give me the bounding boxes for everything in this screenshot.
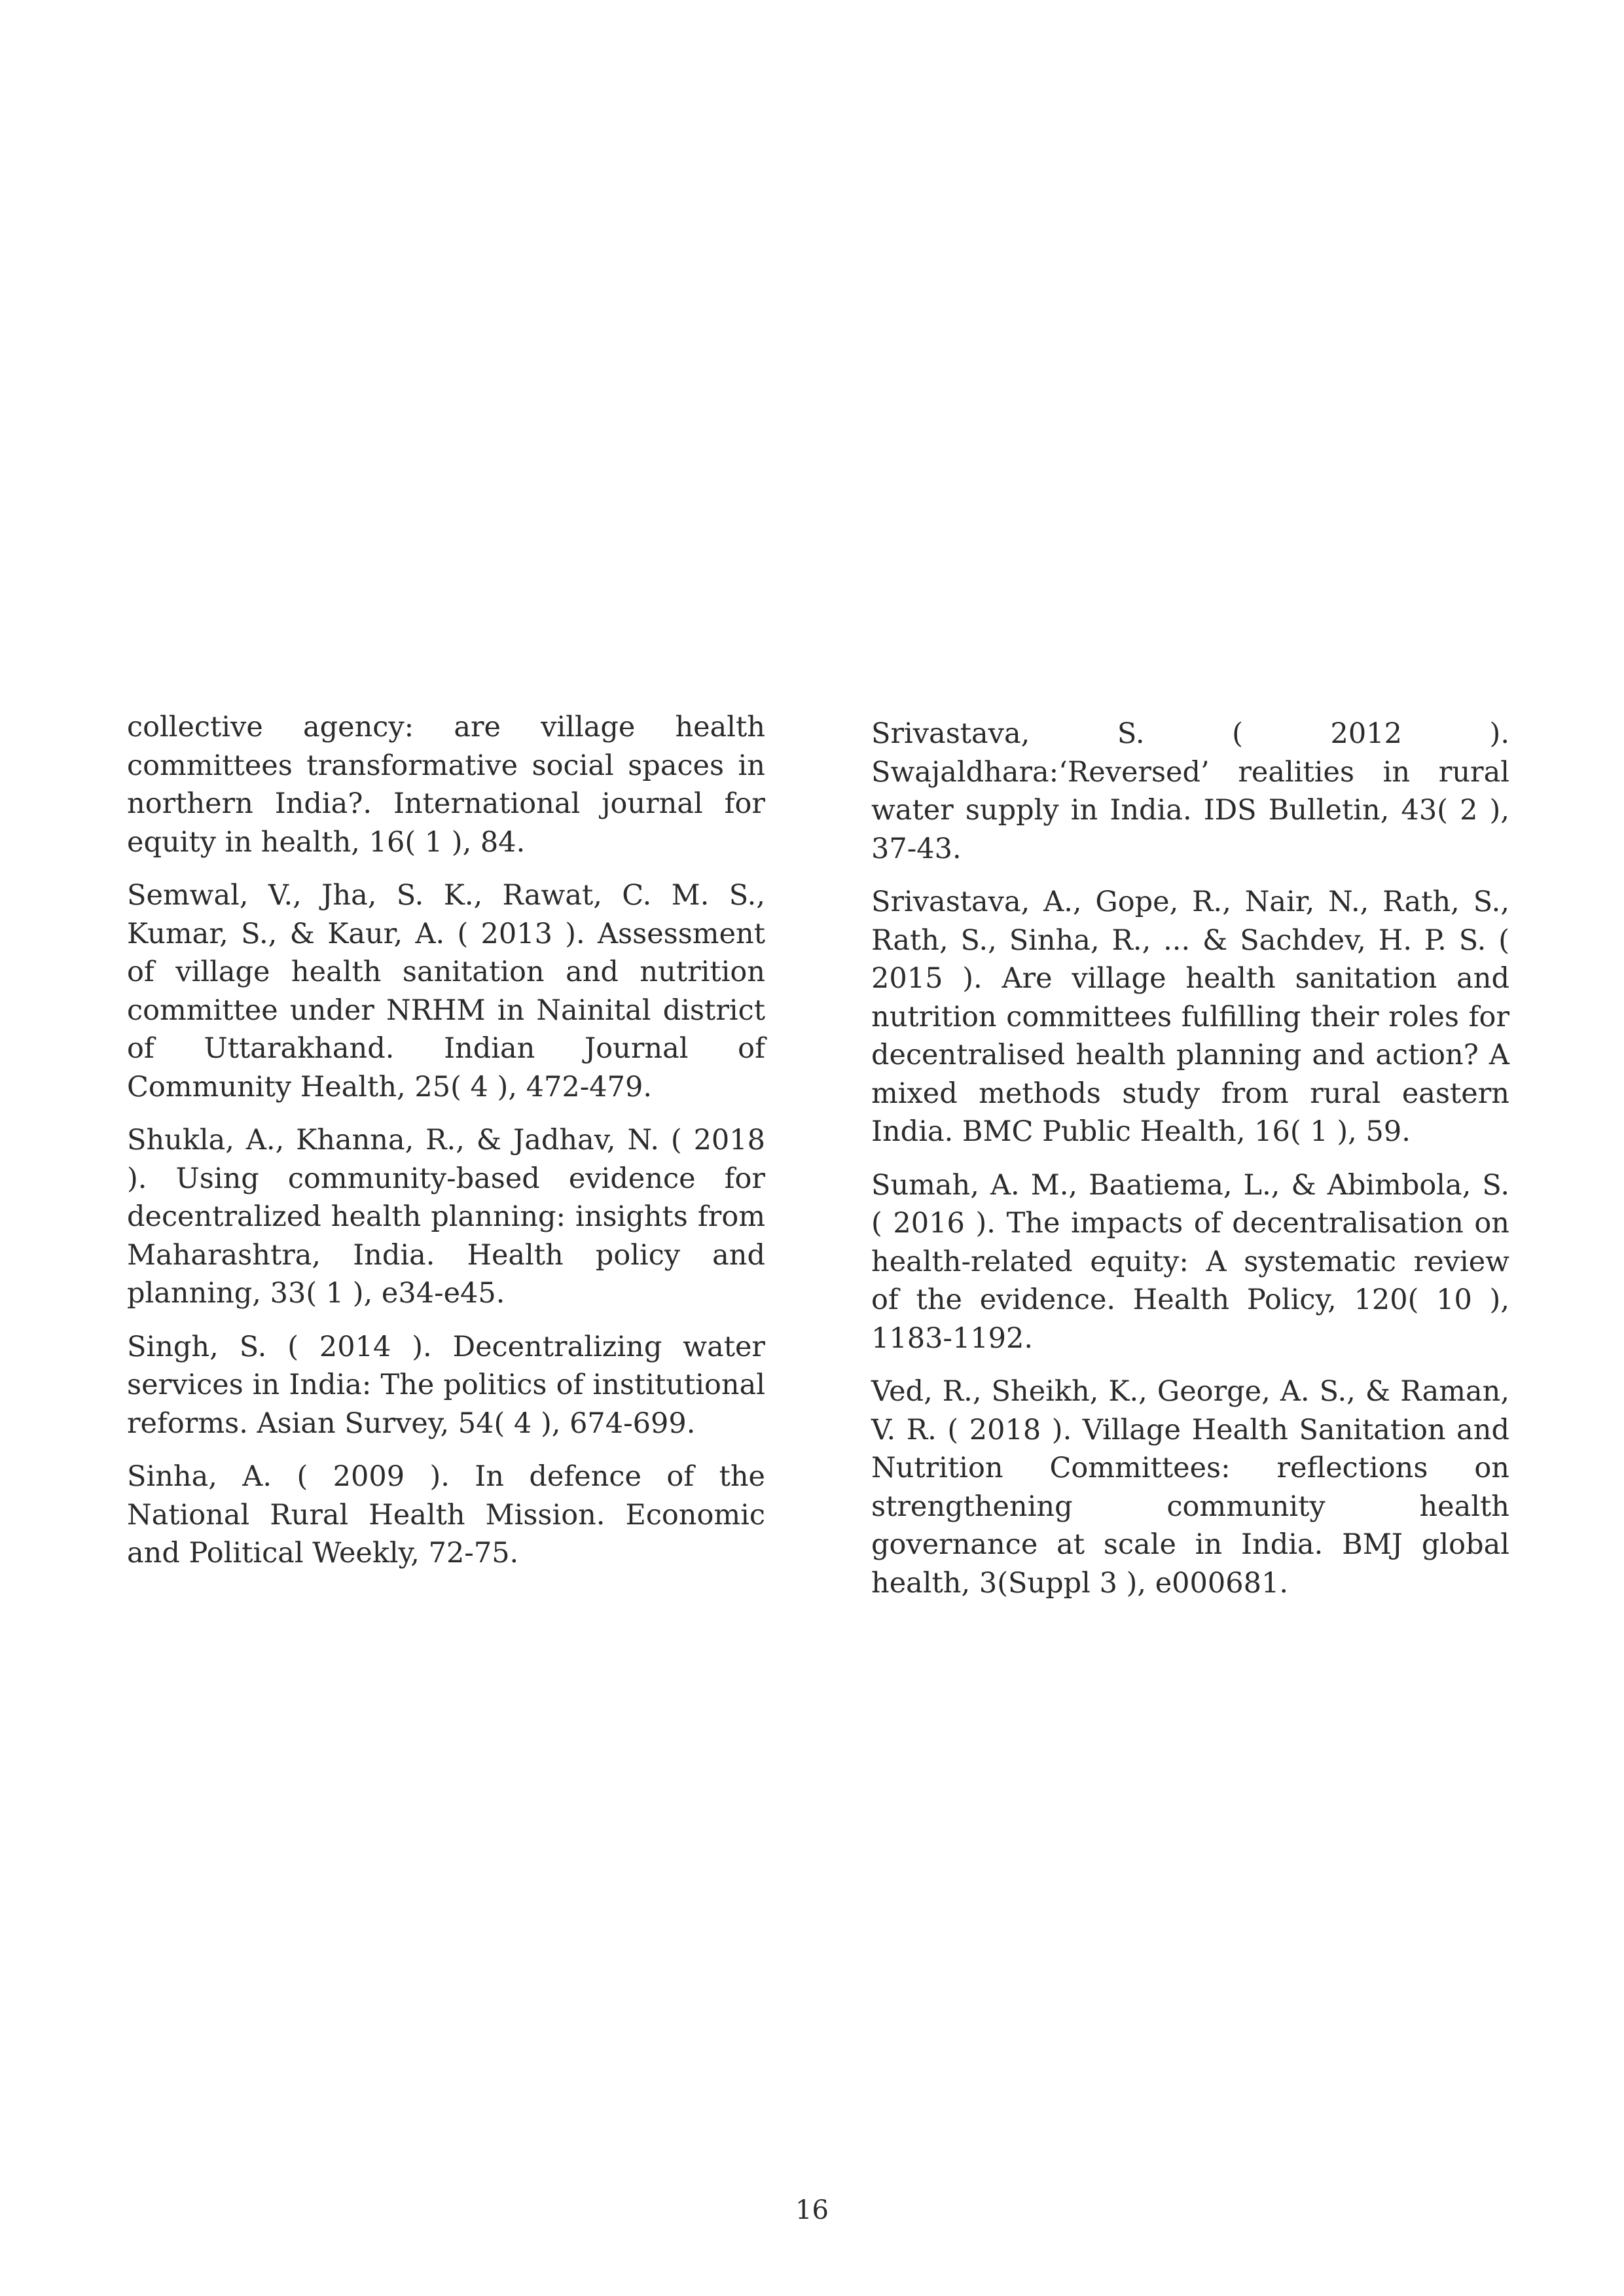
reference-entry: Sinha, A. ( 2009 ). In defence of the National Rural Health Mission. Economic and Political Weekly, 72-75.	[127, 1460, 765, 1570]
reference-entry: Srivastava, A., Gope, R., Nair, N., Rath, S., Rath, S., Sinha, R., ... & Sachdev, H. P. S. ( 2015 ). Are village health sanitation and nutrition committees fulfilling their roles for decentralised health planning and action? A mixed methods study from rural eastern India. BMC Public Health, 16( 1 ), 59.	[871, 886, 1509, 1148]
reference-entry: Ved, R., Sheikh, K., George, A. S., & Raman, V. R. ( 2018 ). Village Health Sanitation and Nutrition Committees: reflections on strengthening community health governance at scale in India. BMJ global health, 3(Suppl 3 ), e000681.	[871, 1375, 1509, 1600]
reference-entry: Singh, S. ( 2014 ). Decentralizing water services in India: The politics of institutional reforms. Asian Survey, 54( 4 ), 674-699.	[127, 1330, 765, 1440]
reference-entry: Shukla, A., Khanna, R., & Jadhav, N. ( 2018 ). Using community-based evidence for decentralized health planning: insights from Maharashtra, India. Health policy and planning, 33( 1 ), e34-e45.	[127, 1124, 765, 1310]
reference-entry: Semwal, V., Jha, S. K., Rawat, C. M. S., Kumar, S., & Kaur, A. ( 2013 ). Assessment of village health sanitation and nutrition committee under NRHM in Nainital district of Uttarakhand. Indian Journal of Community Health, 25( 4 ), 472-479.	[127, 879, 765, 1103]
reference-entry: Srivastava, S. ( 2012 ). Swajaldhara:‘Reversed’ realities in rural water supply in India. IDS Bulletin, 43( 2 ), 37-43.	[871, 717, 1509, 865]
references-right-column	[871, 715, 1509, 1617]
reference-entry: Sumah, A. M., Baatiema, L., & Abimbola, S. ( 2016 ). The impacts of decentralisation on health-related equity: A systematic review of the evidence. Health Policy, 120( 10 ), 1183-1192.	[871, 1168, 1509, 1355]
reference-entry: collective agency: are village health committees transformative social spaces in northern India?. International journal for equity in health, 16( 1 ), 84.	[127, 711, 765, 859]
page-number: 16	[795, 2195, 829, 2225]
references-left-column	[127, 708, 765, 1588]
